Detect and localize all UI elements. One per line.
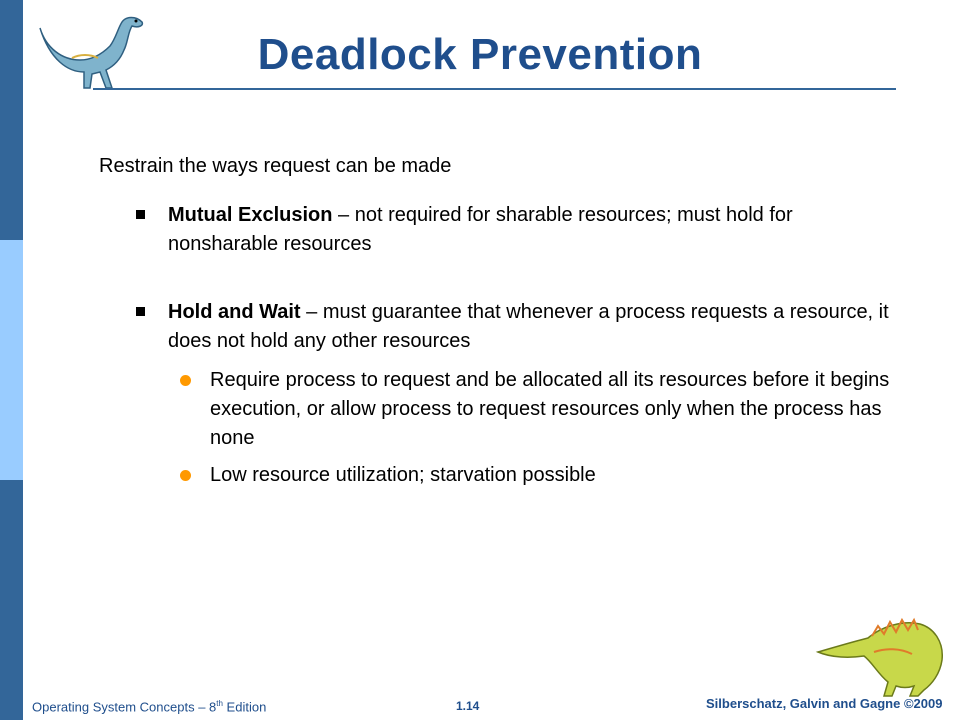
intro-text: Restrain the ways request can be made [99, 155, 452, 177]
sub-bullet-require-allocation [210, 366, 890, 453]
bullet-text: – not required for sharable resources; must hold for nonsharable resources [168, 204, 793, 255]
bullet-mutual-exclusion [168, 201, 908, 259]
sub-bullet-low-utilization [210, 461, 890, 490]
footer-authors: Silberschatz, Galvin and Gagne ©2009 [706, 696, 943, 711]
bullet-term: Mutual Exclusion [168, 204, 333, 226]
bullet-text: – must guarantee that whenever a process requests a resource, it does not hold any other resources [168, 301, 889, 352]
page-number: 1.14 [456, 699, 480, 713]
bullet-hold-and-wait [168, 298, 908, 356]
circle-bullet-icon [180, 470, 191, 481]
bullet-term: Hold and Wait [168, 301, 301, 323]
circle-bullet-icon [180, 375, 191, 386]
square-bullet-icon [136, 307, 145, 316]
title-divider [93, 88, 896, 90]
slide-title: Deadlock Prevention [257, 30, 703, 79]
footer-book-title: Operating System Concepts – 8th Edition [32, 699, 267, 715]
sidebar-band-middle [0, 240, 23, 480]
sub-bullet-text: Require process to request and be allocated all its resources before it begins execution, or allow process to request resources only when the process has none [210, 369, 890, 449]
sub-bullet-text: Low resource utilization; starvation possible [210, 464, 596, 486]
dinosaur-icon [812, 612, 952, 698]
sidebar-band-bottom [0, 480, 23, 720]
square-bullet-icon [136, 210, 145, 219]
